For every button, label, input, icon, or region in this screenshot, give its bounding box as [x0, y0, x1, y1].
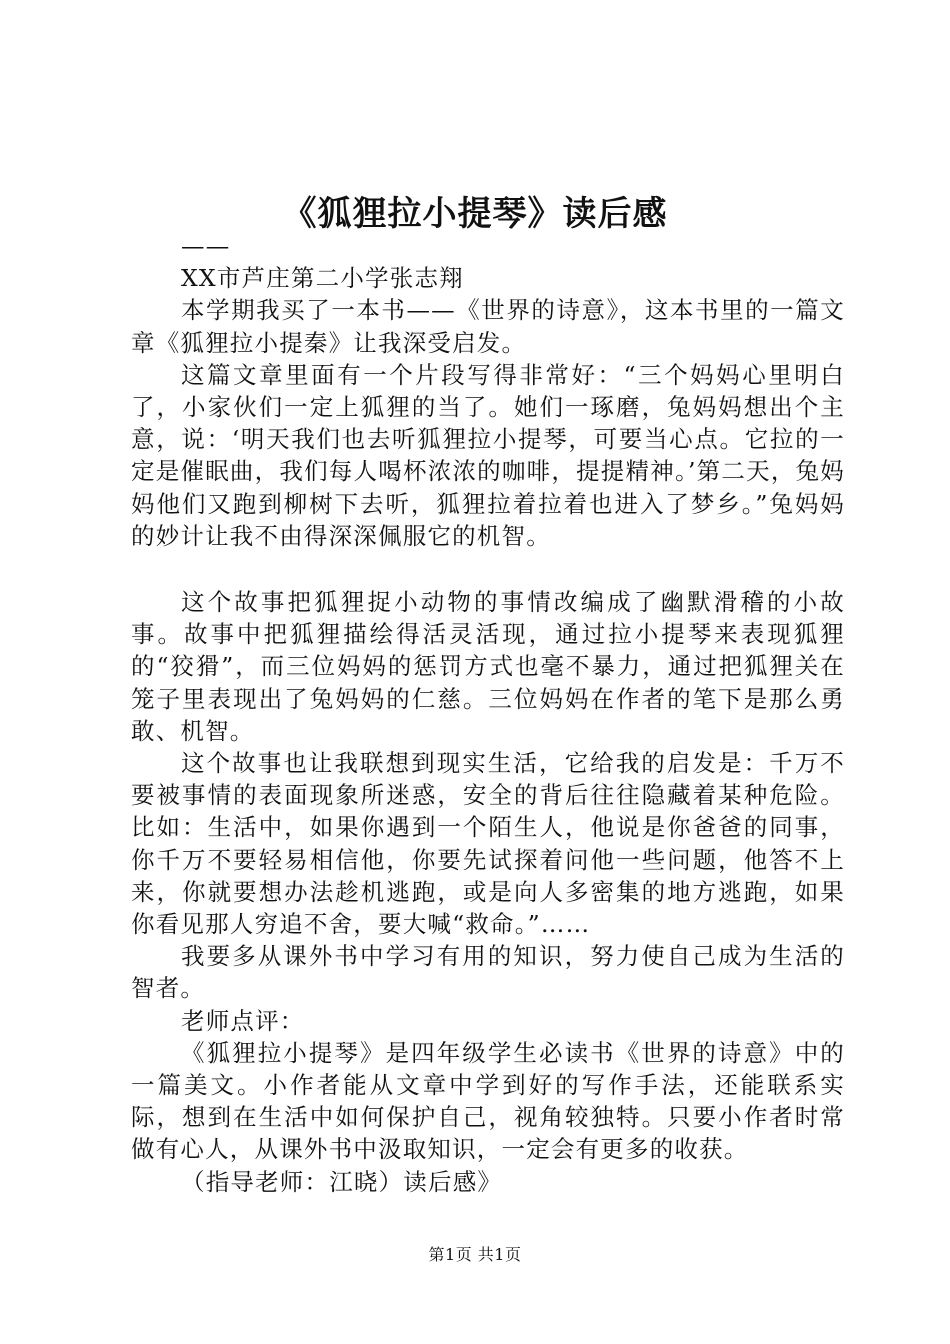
comment-label: 老师点评：: [181, 1006, 305, 1035]
paragraph-1: 本学期我买了一本书——《世界的诗意》，这本书里的一篇文章《狐狸拉小提秦》让我深受启发。: [131, 296, 845, 357]
paragraph-3: 这个故事把狐狸捉小动物的事情改编成了幽默滑稽的小故事。故事中把狐狸描绘得活灵活现，通过拉小提琴来表现狐狸的“狡猾”，而三位妈妈的惩罚方式也毫不暴力，通过把狐狸关在笼子里表现出了兔妈妈的仁慈。三位妈妈在作者的笔下是那么勇敢、机智。: [131, 588, 845, 745]
paragraph-4: 这个故事也让我联想到现实生活，它给我的启发是：千万不要被事情的表面现象所迷惑，安全的背后往往隐藏着某种危险。比如：生活中，如果你遇到一个陌生人，他说是你爸爸的同事，你千万不要轻易相信他，你要先试探着问他一些问题，他答不上来，你就要想办法趁机逃跑，或是向人多密集的地方逃跑，如果你看见那人穷追不舍，要大喊“救命。”……: [131, 749, 845, 939]
document-body: [131, 230, 845, 1198]
page-footer: 第1页 共1页: [428, 1245, 522, 1264]
document-title: 《狐狸拉小提琴》读后感: [282, 194, 668, 234]
author-line: XX市芦庄第二小学张志翔: [181, 264, 464, 293]
paragraph-spacer: [131, 552, 845, 586]
teacher-line: （指导老师：江晓）读后感》: [181, 1167, 503, 1196]
dash-line: ——: [181, 232, 231, 260]
paragraph-5: 我要多从课外书中学习有用的知识，努力使自己成为生活的智者。: [131, 942, 845, 1003]
teacher-comment: 《狐狸拉小提琴》是四年级学生必读书《世界的诗意》中的一篇美文。小作者能从文章中学到好的写作手法，还能联系实际，想到在生活中如何保护自己，视角较独特。只要小作者时常做有心人，从课外书中汲取知识，一定会有更多的收获。: [131, 1038, 845, 1164]
paragraph-2: 这篇文章里面有一个片段写得非常好：“三个妈妈心里明白了，小家伙们一定上狐狸的当了。她们一琢磨，兔妈妈想出个主意，说：‘明天我们也去听狐狸拉小提琴，可要当心点。它拉的一定是催眠曲，我们每人喝杯浓浓的咖啡，提提精神。’第二天，兔妈妈他们又跑到柳树下去听，狐狸拉着拉着也进入了梦乡。”兔妈妈的妙计让我不由得深深佩服它的机智。: [131, 360, 845, 550]
